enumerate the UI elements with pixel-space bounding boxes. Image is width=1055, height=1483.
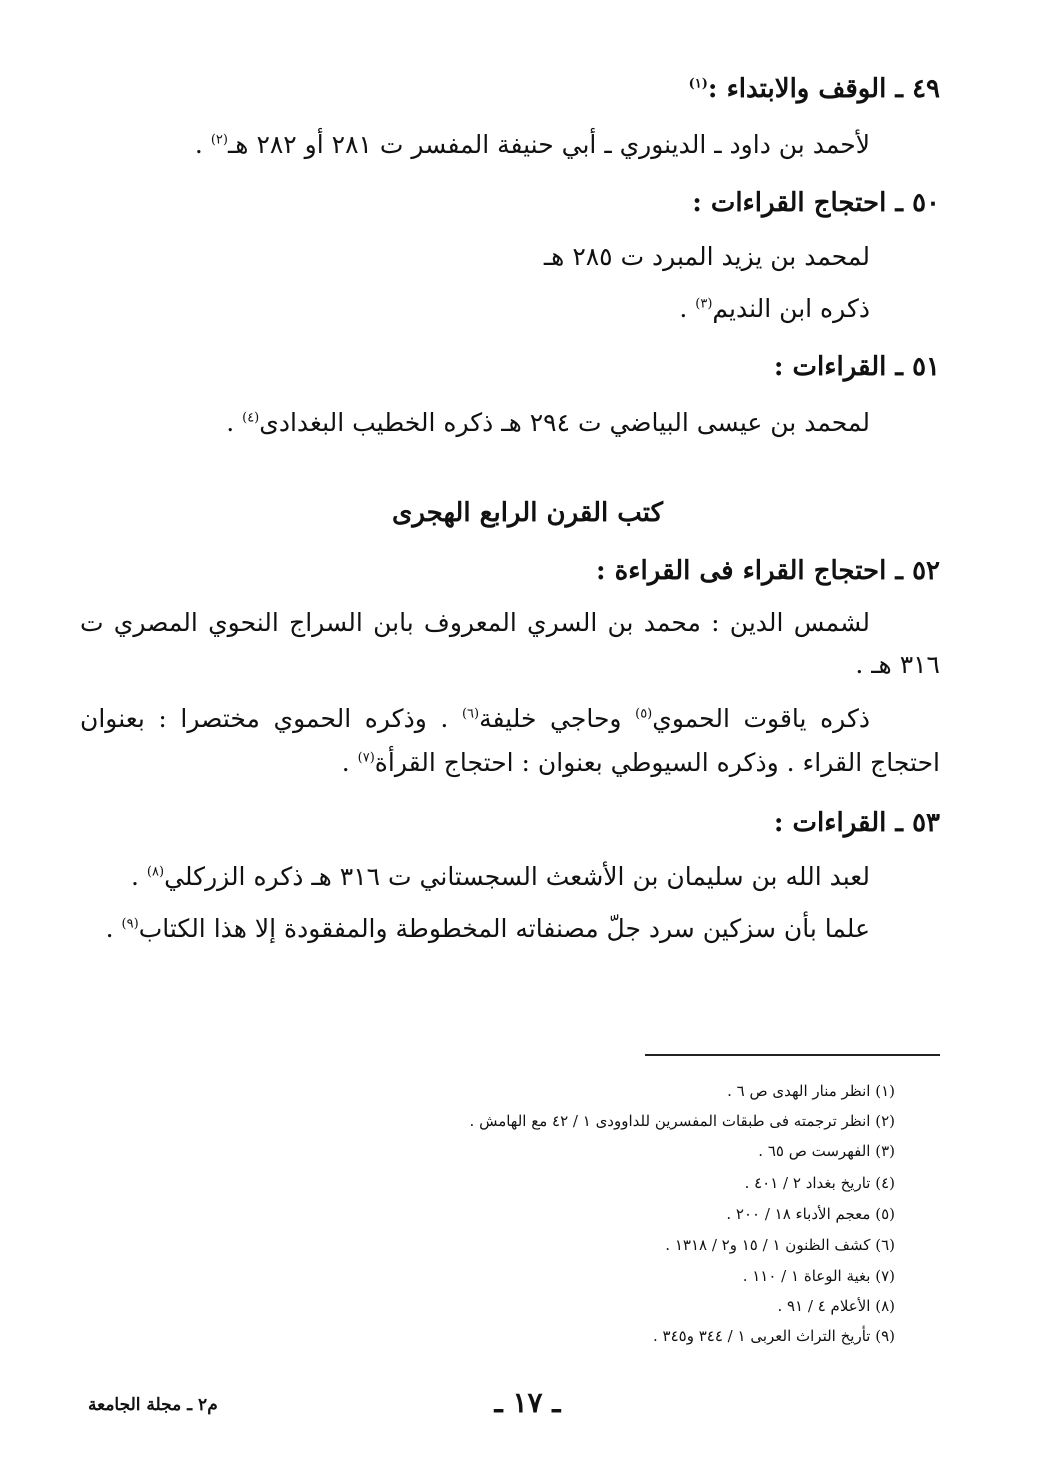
entry-53-heading: ٥٣ ـ القراءات :	[773, 808, 940, 838]
section-title: كتب القرن الرابع الهجرى	[391, 498, 664, 528]
footnote-ref[interactable]: (٨)	[146, 864, 165, 880]
footnote-8: (٨) الأعلام ٤ / ٩١ .	[777, 1297, 895, 1315]
footnote-ref[interactable]: (٥)	[635, 706, 653, 722]
entry-52-heading: ٥٢ ـ احتجاج القراء فى القراءة :	[596, 556, 940, 586]
footnote-3: (٣) الفهرست ص ٦٥ .	[758, 1142, 895, 1160]
entry-51-heading: ٥١ ـ القراءات :	[773, 352, 940, 382]
footnote-9: (٩) تأريخ التراث العربى ١ / ٣٤٤ و٣٤٥ .	[652, 1327, 895, 1345]
footnote-ref[interactable]: (٦)	[461, 706, 480, 722]
entry-52-para-2-line-1: ذكره ياقوت الحموي$^{(٥)}$ وحاجي خليفة$^{(٦)}$ . وذكره الحموي مختصرا : بعنوان	[80, 704, 871, 733]
entry-52-para-2-line-2: احتجاج القراء . وذكره السيوطي بعنوان : احتجاج القرأة$^{(٧)}$ .	[341, 748, 940, 777]
entry-52-para-1-line-1: لشمس الدين : محمد بن السري المعروف بابن السراج النحوي المصري ت	[80, 608, 870, 637]
footnote-ref[interactable]: (٤)	[242, 410, 260, 426]
footnote-1: (١) انظر منار الهدى ص ٦ .	[727, 1082, 895, 1100]
footnote-7: (٧) بغية الوعاة ١ / ١١٠ .	[742, 1267, 895, 1285]
footnote-ref[interactable]: (٣)	[695, 296, 713, 312]
entry-53-line-2: علما بأن سزكين سرد جلّ مصنفاته المخطوطة والمفقودة إلا هذا الكتاب$^{(٩)}$ .	[105, 914, 870, 943]
footnote-ref[interactable]: (٩)	[121, 916, 139, 932]
entry-50-heading: ٥٠ ـ احتجاج القراءات :	[692, 188, 940, 218]
footnote-ref[interactable]: (٢)	[210, 132, 228, 148]
entry-52-para-1-line-2: ٣١٦ هـ .	[855, 650, 940, 679]
entry-49-heading: ٤٩ ـ الوقف والابتداء :$^{(١)}$	[688, 74, 940, 104]
footnote-ref[interactable]: (٧)	[357, 750, 375, 766]
entry-51-line: لمحمد بن عيسى البياضي ت ٢٩٤ هـ ذكره الخطيب البغدادى$^{(٤)}$ .	[226, 408, 870, 437]
footnote-5: (٥) معجم الأدباء ١٨ / ٢٠٠ .	[726, 1205, 895, 1223]
footnote-ref[interactable]: (١)	[688, 76, 708, 92]
entry-50-line-2: ذكره ابن النديم$^{(٣)}$ .	[679, 294, 870, 323]
journal-signature: م٢ ـ مجلة الجامعة	[88, 1395, 218, 1415]
footnote-divider	[645, 1054, 940, 1056]
footnote-2: (٢) انظر ترجمته فى طبقات المفسرين للداوودى ١ / ٤٢ مع الهامش .	[469, 1112, 895, 1130]
footnote-4: (٤) تاريخ بغداد ٢ / ٤٠١ .	[744, 1174, 895, 1192]
entry-49-line: لأحمد بن داود ـ الدينوري ـ أبي حنيفة المفسر ت ٢٨١ أو ٢٨٢ هـ$^{(٢)}$ .	[194, 130, 870, 159]
entry-50-line-1: لمحمد بن يزيد المبرد ت ٢٨٥ هـ	[543, 242, 870, 271]
footnote-6: (٦) كشف الظنون ١ / ١٥ و٢ / ١٣١٨ .	[665, 1236, 895, 1254]
entry-53-line-1: لعبد الله بن سليمان بن الأشعث السجستاني ت ٣١٦ هـ ذكره الزركلي$^{(٨)}$ .	[131, 862, 870, 891]
page-number: ـ ١٧ ـ	[494, 1386, 561, 1419]
